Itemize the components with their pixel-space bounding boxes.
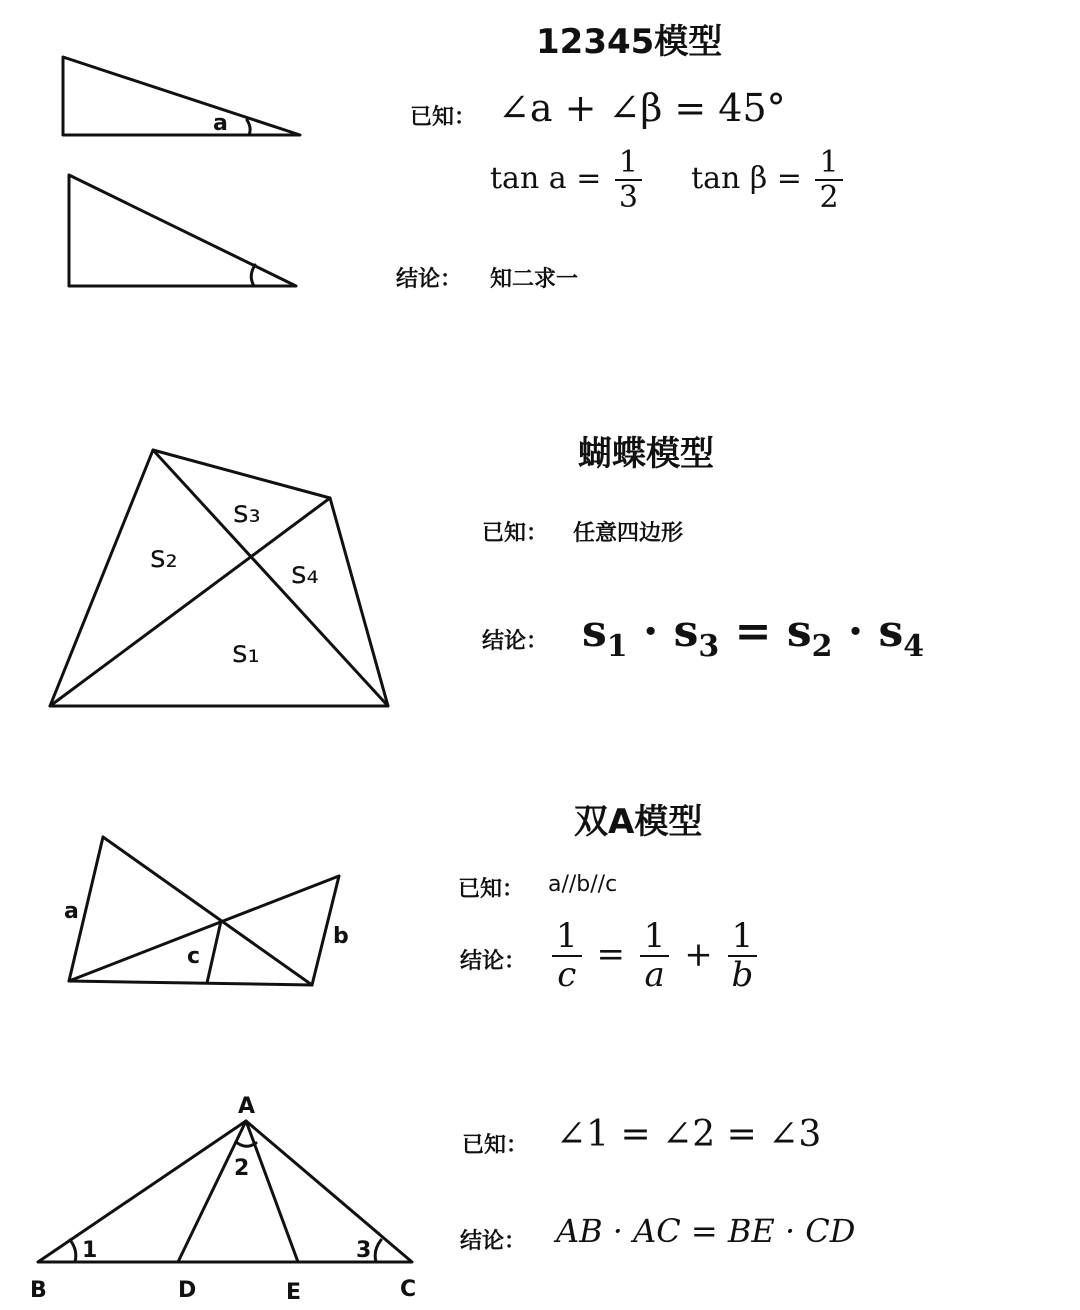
known-text: a//b//c (548, 872, 618, 897)
double-a-conclusion (548, 918, 761, 995)
known-label: 已知： (482, 521, 549, 546)
tan-a-fraction (615, 146, 642, 214)
fraction-1-over-b (728, 918, 758, 995)
section-title-12345: 12345模型 (536, 22, 723, 62)
angle-alpha-arc (247, 120, 250, 135)
label-s4: s₄ (291, 556, 319, 591)
num: 1 (552, 918, 582, 957)
index-3: 3 (698, 629, 720, 664)
fraction-1-over-c (552, 918, 582, 995)
equals: = (596, 934, 625, 975)
index-2: 2 (811, 629, 833, 664)
den: a (644, 955, 665, 996)
den: b (731, 955, 754, 996)
tan-b-prefix: tan β = (691, 161, 802, 196)
label-1: 1 (82, 1238, 98, 1263)
tan-a-prefix: tan a = (490, 161, 602, 196)
angle-3-arc (375, 1240, 381, 1262)
tan-a-num: 1 (615, 146, 642, 181)
dot: · (642, 606, 659, 657)
equals: = (734, 606, 772, 657)
conclusion-expression: AB · AC = BE · CD (556, 1212, 856, 1250)
label-s3: s₃ (233, 495, 261, 530)
label-a: a (64, 899, 79, 924)
index-4: 4 (903, 629, 925, 664)
known-text: 任意四边形 (573, 521, 684, 546)
label-s2: s₂ (150, 540, 178, 575)
s-term: s (786, 606, 812, 657)
conclusion-label: 结论： (396, 267, 463, 292)
label-alpha: a (213, 111, 228, 136)
label-b: b (333, 924, 349, 949)
known-label: 已知： (410, 105, 477, 130)
known-expression: ∠a + ∠β = 45° (498, 86, 786, 130)
double-a-cross-1 (103, 837, 312, 985)
s-term: s (582, 606, 607, 657)
double-a-cross-2 (69, 876, 339, 981)
label-c: c (187, 944, 201, 969)
angle-1-arc (70, 1240, 76, 1262)
label-B: B (30, 1278, 47, 1303)
label-A: A (238, 1094, 256, 1119)
butterfly-conclusion (582, 606, 924, 664)
triangle-alpha (63, 57, 300, 135)
label-C: C (400, 1277, 417, 1302)
double-a-bottom (69, 981, 312, 985)
known-label: 已知： (458, 877, 525, 902)
label-E: E (286, 1280, 302, 1305)
tan-b-num: 1 (815, 146, 842, 181)
s-term: s (878, 606, 904, 657)
fraction-1-over-a (640, 918, 670, 995)
num: 1 (640, 918, 670, 957)
label-2: 2 (234, 1156, 250, 1181)
label-3: 3 (356, 1238, 372, 1263)
known-expression: ∠1 = ∠2 = ∠3 (556, 1114, 822, 1155)
tan-a-den: 3 (618, 180, 638, 215)
index-1: 1 (606, 629, 628, 664)
dot: · (847, 606, 864, 657)
tan-relations (490, 146, 847, 214)
tan-b-fraction (815, 146, 842, 214)
section-title-double-a: 双A模型 (574, 802, 703, 842)
triangle-beta (69, 175, 296, 286)
conclusion-label: 结论： (460, 949, 527, 974)
conclusion-label: 结论： (482, 629, 549, 654)
conclusion-label: 结论： (460, 1229, 527, 1254)
tan-b-den: 2 (819, 180, 839, 215)
double-a-segment-c (207, 921, 221, 983)
conclusion-text: 知二求一 (490, 267, 579, 292)
label-D: D (178, 1278, 197, 1303)
angle-beta-arc (251, 265, 255, 286)
plus: + (684, 934, 713, 975)
known-label: 已知： (462, 1133, 529, 1158)
num: 1 (728, 918, 758, 957)
s-term: s (673, 606, 699, 657)
den: c (557, 955, 577, 996)
label-s1: s₁ (232, 635, 260, 670)
section-title-butterfly: 蝴蝶模型 (578, 434, 714, 474)
